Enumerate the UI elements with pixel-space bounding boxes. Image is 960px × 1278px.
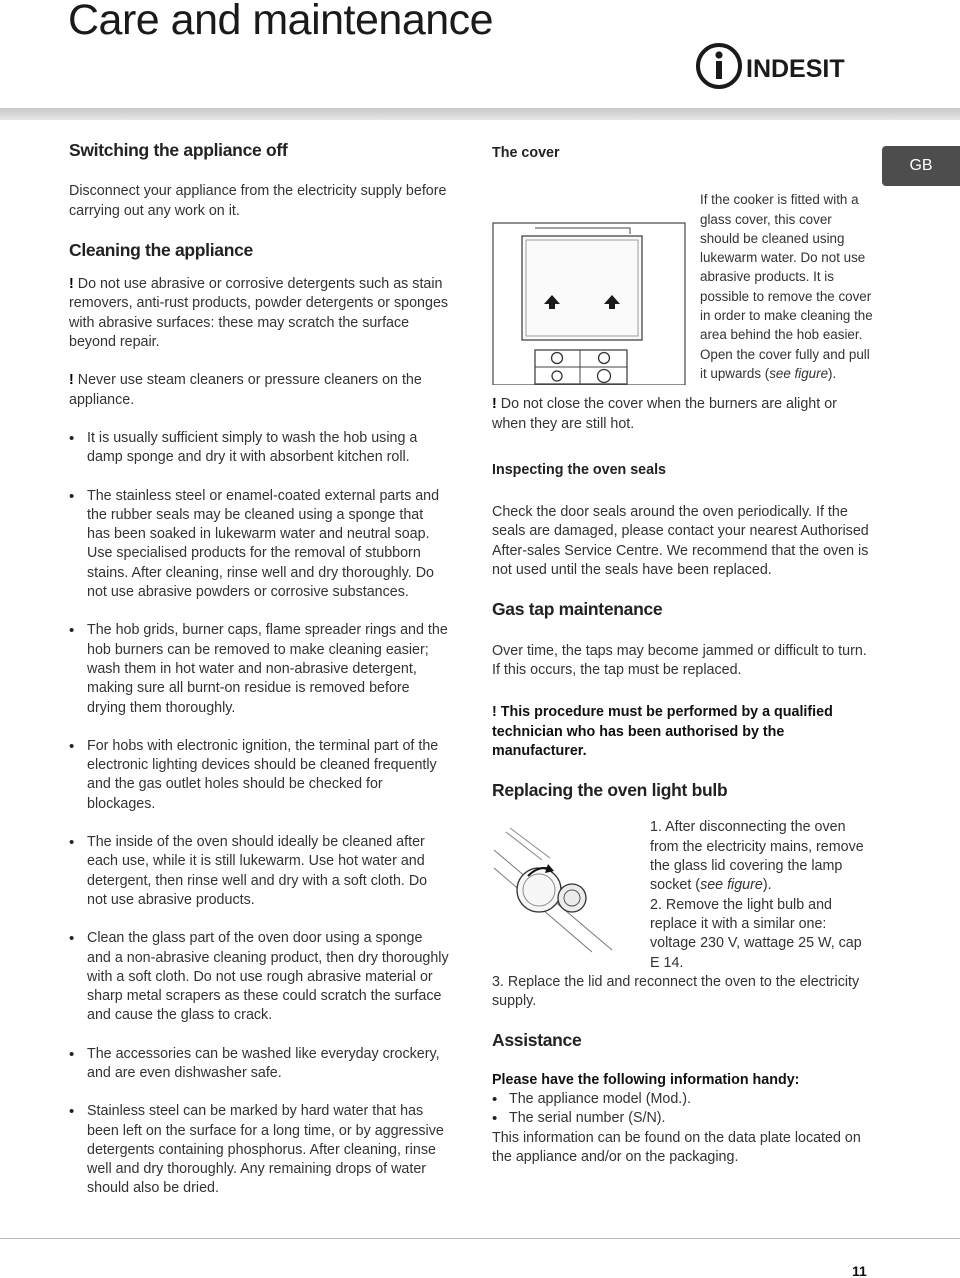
- bulb-step-2: 2. Remove the light bulb and replace it with a similar one: voltage 230 V, wattage 25 W, cap E 14.: [650, 896, 862, 971]
- list-item: • The accessories can be washed like everyday crockery, and are even dishwasher safe.: [69, 1045, 449, 1084]
- cover-text-part: ).: [828, 365, 837, 381]
- abrasive-warning-text: Do not use abrasive or corrosive detergents such as stain removers, anti-rust products, powder detergents or sponges with abrasive surfaces: these may scratch the surface beyond repair.: [69, 276, 449, 351]
- indesit-logo: [694, 40, 872, 92]
- cover-heading: The cover: [492, 145, 560, 161]
- cover-warning-text: Do not close the cover when the burners are alight or when they are still hot.: [492, 396, 837, 432]
- bulb-step-part: 1. After disconnecting the oven from the electricity mains, remove the glass lid covering the lamp socket (: [650, 819, 864, 894]
- cover-warning: [492, 395, 874, 434]
- warning-mark: !: [69, 276, 74, 293]
- page-number: 11: [852, 1263, 867, 1278]
- cleaning-heading: Cleaning the appliance: [69, 239, 253, 260]
- see-figure: see figure: [700, 877, 763, 894]
- gas-tap-heading: Gas tap maintenance: [492, 599, 663, 620]
- cover-section: [492, 190, 874, 385]
- list-item: • The appliance model (Mod.).: [492, 1090, 874, 1109]
- list-item: • Clean the glass part of the oven door using a sponge and a non-abrasive cleaning product, then dry thoroughly with a soft cloth. Do not use rough abrasive material or sharp metal scrapers as these could scratch the surface and cause the glass to crack.: [69, 929, 449, 1025]
- cleaning-bullet-list: [69, 429, 449, 1199]
- warning-mark: !: [492, 396, 497, 413]
- assistance-text: This information can be found on the data plate located on the appliance and/or on the packaging.: [492, 1129, 861, 1165]
- bulb-section: [492, 818, 874, 972]
- list-item: • The inside of the oven should ideally be cleaned after each use, while it is still lukewarm. Use hot water and detergent, then rinse well and dry with a soft cloth. Do not use abrasive products.: [69, 833, 449, 910]
- list-item: • Stainless steel can be marked by hard water that has been left on the surface for a long time, or by aggressive detergents containing phosphorus. After cleaning, rinse well and dry thoroughly. Any remaining drops of water should also be dried.: [69, 1102, 449, 1198]
- brand-wordmark: INDESIT: [746, 55, 845, 83]
- switching-text: Disconnect your appliance from the electricity supply before carrying out any work on it.: [69, 183, 447, 219]
- steam-warning: [69, 371, 449, 410]
- bulb-heading: Replacing the oven light bulb: [492, 780, 728, 801]
- bulb-step-part: ).: [762, 877, 772, 894]
- list-item: • It is usually sufficient simply to wash the hob using a damp sponge and dry it with absorbent kitchen roll.: [69, 429, 449, 468]
- left-column: [69, 141, 449, 1199]
- bulb-step-1: [650, 818, 874, 895]
- assistance-intro: Please have the following information handy:: [492, 1071, 800, 1088]
- assistance-heading: Assistance: [492, 1030, 582, 1051]
- list-item: • The hob grids, burner caps, flame spreader rings and the hob burners can be removed to make cleaning easier; wash them in hot water and non-abrasive detergent, making sure all burnt-on residue is removed before drying them thoroughly.: [69, 621, 449, 717]
- list-item: • For hobs with electronic ignition, the terminal part of the electronic lighting devices should be cleaned frequently and the gas outlet holes should be checked for blockages.: [69, 737, 449, 814]
- gas-tap-note: ! This procedure must be performed by a qualified technician who has been authorised by the manufacturer.: [492, 704, 833, 759]
- assistance-list: [492, 1090, 874, 1129]
- language-tab: GB: [882, 146, 960, 186]
- switching-heading: Switching the appliance off: [69, 140, 288, 160]
- warning-mark: !: [69, 372, 74, 389]
- list-item: • The stainless steel or enamel-coated external parts and the rubber seals may be cleaned using a sponge that has been soaked in lukewarm water and neutral soap. Use specialised products for the removal of stubborn stains. After cleaning, rinse well and dry thoroughly. Do not use abrasive powders or corrosive substances.: [69, 487, 449, 603]
- see-figure: see figure: [769, 365, 829, 381]
- seals-heading: Inspecting the oven seals: [492, 461, 666, 478]
- page-title: Care and maintenance: [68, 0, 494, 44]
- footer-rule: [0, 1238, 960, 1239]
- cooker-cover-figure: [492, 190, 690, 385]
- bulb-step-3: 3. Replace the lid and reconnect the oven to the electricity supply.: [492, 973, 860, 1010]
- seals-text: Check the door seals around the oven periodically. If the seals are damaged, please contact your nearest Authorised After-sales Service Centre. We recommend that the oven is not used until the seals have been replaced.: [492, 504, 869, 579]
- oven-lamp-figure: [492, 824, 642, 954]
- gas-tap-text: Over time, the taps may become jammed or difficult to turn. If this occurs, the tap must be replaced.: [492, 642, 867, 678]
- abrasive-warning: [69, 275, 449, 352]
- cover-text-part: If the cooker is fitted with a glass cover, this cover should be cleaned using lukewarm water. Do not use abrasive products. It is possible to remove the cover in order to make cleaning the area behind the hob easier. Open the cover fully and pull it upwards (: [700, 192, 873, 381]
- cover-text: [700, 190, 874, 383]
- steam-warning-text: Never use steam cleaners or pressure cleaners on the appliance.: [69, 372, 422, 408]
- header-band: [0, 108, 960, 120]
- right-column: [492, 141, 874, 1167]
- list-item: • The serial number (S/N).: [492, 1109, 874, 1128]
